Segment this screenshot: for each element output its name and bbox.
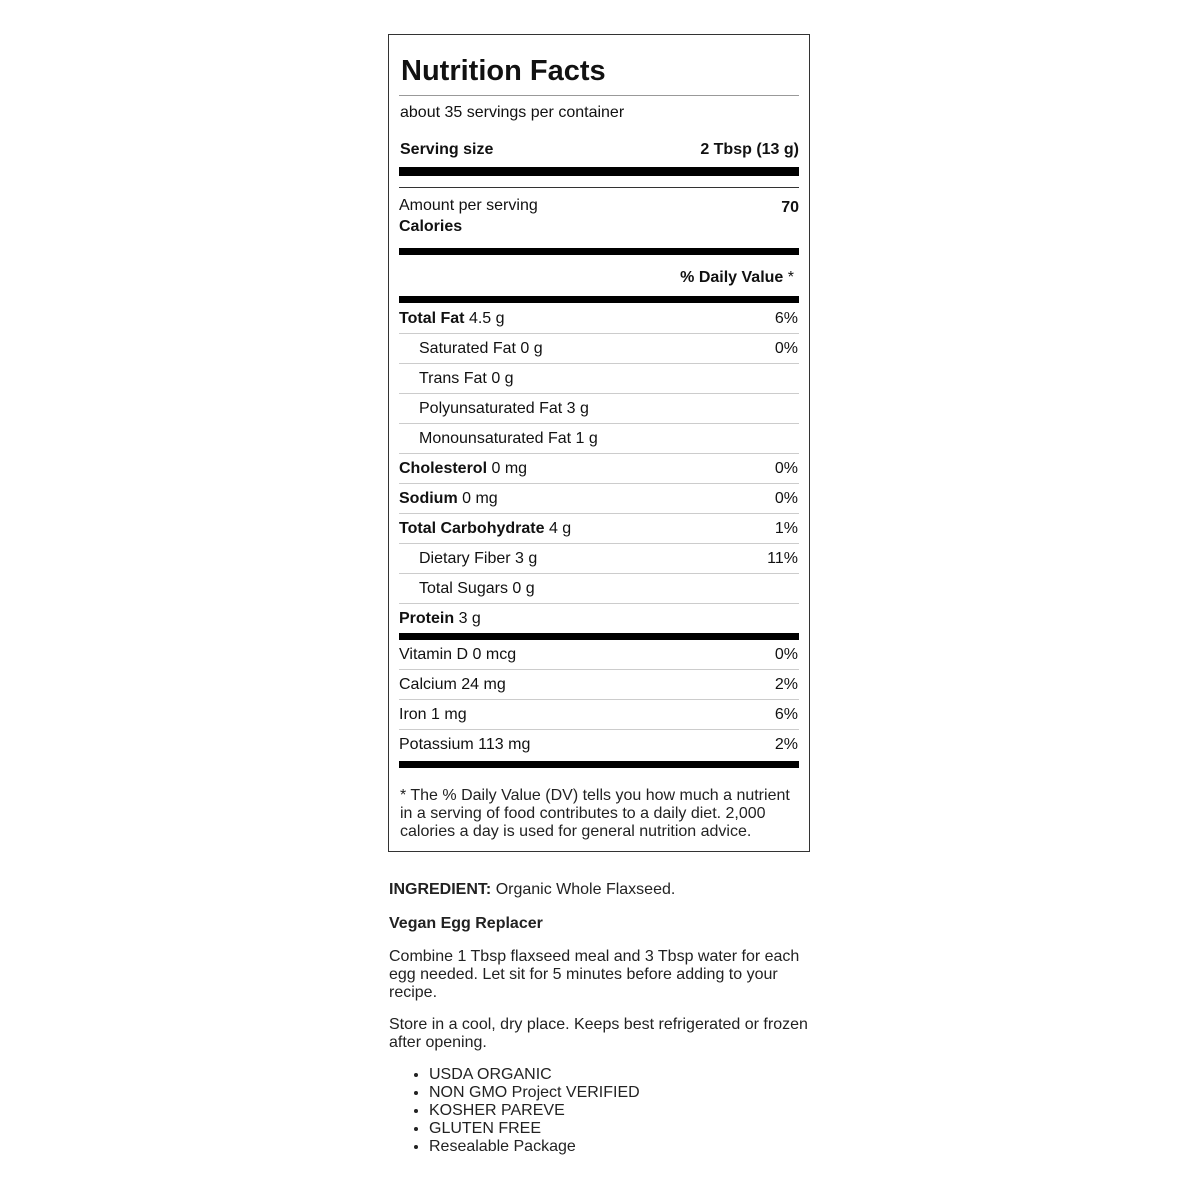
vitamin-amount: 1 mg <box>431 706 467 723</box>
nutrient-daily-value: 1% <box>774 520 798 537</box>
claim-item: • USDA ORGANIC <box>429 1066 819 1084</box>
nutrient-label: Total Sugars <box>419 580 508 597</box>
nutrition-facts-label <box>388 34 810 852</box>
nutrient-amount: 0 g <box>520 340 543 357</box>
protein-divider <box>399 633 799 640</box>
nutrient-label: Sodium <box>399 490 458 507</box>
vitamin-label: Vitamin D <box>399 646 469 663</box>
product-details <box>389 880 819 1156</box>
vitamin-name <box>399 700 467 729</box>
nutrient-name <box>399 484 498 513</box>
claims-list <box>389 1066 819 1156</box>
nutrient-name <box>399 334 543 363</box>
nutrient-label: Saturated Fat <box>419 340 516 357</box>
vitamin-name <box>399 640 516 669</box>
claim-item: • NON GMO Project VERIFIED <box>429 1084 819 1102</box>
nutrient-daily-value: 0% <box>774 460 798 477</box>
daily-value-divider <box>399 296 799 303</box>
vitamin-amount: 0 mcg <box>472 646 517 663</box>
nutrient-name <box>399 303 505 333</box>
vitamin-amount: 24 mg <box>461 676 506 693</box>
nutrient-amount: 3 g <box>458 610 481 627</box>
nutrient-name <box>399 424 598 453</box>
nutrient-amount: 3 g <box>566 400 589 417</box>
calories-divider <box>399 248 799 255</box>
nutrient-label: Total Carbohydrate <box>399 520 545 537</box>
nutrient-amount: 0 g <box>512 580 535 597</box>
vitamin-divider <box>399 761 799 768</box>
nutrient-label: Polyunsaturated Fat <box>419 400 563 417</box>
nutrient-label: Dietary Fiber <box>419 550 511 567</box>
nutrient-daily-value: 11% <box>767 550 798 567</box>
calories-block <box>399 188 799 248</box>
nutrient-daily-value: 0% <box>774 490 798 507</box>
egg-replacer-instructions: Combine 1 Tbsp flaxseed meal and 3 Tbsp water for each egg needed. Let sit for 5 minutes before adding to your recipe. <box>389 948 800 1001</box>
nutrient-list <box>399 303 799 633</box>
nutrient-amount: 0 mg <box>491 460 528 477</box>
nutrient-name <box>399 574 535 603</box>
nutrient-daily-value: 0% <box>774 340 798 357</box>
nutrient-amount: 1 g <box>575 430 598 447</box>
nutrient-label: Protein <box>399 610 455 627</box>
nutrient-label: Cholesterol <box>399 460 488 477</box>
nutrient-row <box>399 603 799 633</box>
serving-size-value: 2 Tbsp (13 g) <box>700 141 799 158</box>
calories-label: Calories <box>399 218 463 235</box>
ingredient-line <box>389 880 819 900</box>
nutrient-name <box>399 514 571 543</box>
nutrient-amount: 4 g <box>548 520 572 537</box>
nutrient-row <box>399 393 799 423</box>
nutrient-amount: 3 g <box>515 550 538 567</box>
vitamin-label: Iron <box>399 706 427 723</box>
nutrient-amount: 0 mg <box>462 490 498 507</box>
nutrient-name <box>399 394 589 423</box>
nutrient-daily-value <box>798 394 799 423</box>
servings-per-container: about 35 servings per container <box>400 104 625 121</box>
daily-value-star: * <box>787 269 794 286</box>
nutrient-row <box>399 423 799 453</box>
egg-replacer-title: Vegan Egg Replacer <box>389 915 543 932</box>
vitamin-label: Calcium <box>399 676 457 693</box>
storage-instructions: Store in a cool, dry place. Keeps best refrigerated or frozen after opening. <box>389 1016 808 1051</box>
nutrient-daily-value: 6% <box>774 310 798 327</box>
vitamin-name <box>399 730 530 759</box>
vitamin-list <box>399 640 799 759</box>
amount-per-serving: Amount per serving <box>399 197 538 214</box>
daily-value-footnote: * The % Daily Value (DV) tells you how much a nutrient in a serving of food contributes to a daily diet. 2,000 calories a day is used for general nutrition advice. <box>400 787 790 840</box>
nutrient-row <box>399 453 799 483</box>
nutrient-amount: 0 g <box>491 370 514 387</box>
daily-value-label: % Daily Value <box>680 269 784 286</box>
nutrient-name <box>399 454 527 483</box>
nutrient-amount: 4.5 g <box>468 310 505 327</box>
nutrient-row <box>399 333 799 363</box>
claim-item: • GLUTEN FREE <box>429 1120 819 1138</box>
serving-size-label: Serving size <box>400 141 494 158</box>
nutrient-name <box>399 604 481 633</box>
serving-size-row <box>399 127 799 167</box>
calories-left <box>399 197 538 248</box>
vitamin-label: Potassium <box>399 736 474 753</box>
claim-item: • Resealable Package <box>429 1138 819 1156</box>
nutrient-name <box>399 364 514 393</box>
vitamin-daily-value: 6% <box>774 706 798 723</box>
vitamin-daily-value: 0% <box>774 646 798 663</box>
ingredient-label: INGREDIENT: <box>389 881 492 898</box>
vitamin-amount: 113 mg <box>478 736 531 753</box>
nutrient-name <box>399 544 537 573</box>
nutrient-row <box>399 483 799 513</box>
nutrient-daily-value <box>798 364 799 393</box>
vitamin-row <box>399 669 799 699</box>
ingredient-text: Organic Whole Flaxseed. <box>495 881 676 898</box>
nutrient-row <box>399 513 799 543</box>
label-title: Nutrition Facts <box>401 55 606 87</box>
claim-item: • KOSHER PAREVE <box>429 1102 819 1120</box>
nutrient-daily-value <box>798 604 799 633</box>
nutrient-row <box>399 363 799 393</box>
nutrient-daily-value <box>798 424 799 453</box>
vitamin-daily-value: 2% <box>774 736 798 753</box>
nutrient-label: Monounsaturated Fat <box>419 430 572 447</box>
nutrient-row <box>399 543 799 573</box>
calories-value: 70 <box>781 199 799 216</box>
nutrient-label: Total Fat <box>399 310 465 327</box>
nutrient-row <box>399 573 799 603</box>
daily-value-header <box>399 255 799 296</box>
thick-divider <box>399 167 799 176</box>
vitamin-name <box>399 670 506 699</box>
nutrient-label: Trans Fat <box>419 370 487 387</box>
nutrient-daily-value <box>798 574 799 603</box>
vitamin-row <box>399 699 799 729</box>
vitamin-row <box>399 640 799 669</box>
nutrient-row <box>399 303 799 333</box>
vitamin-row <box>399 729 799 759</box>
vitamin-daily-value: 2% <box>774 676 798 693</box>
